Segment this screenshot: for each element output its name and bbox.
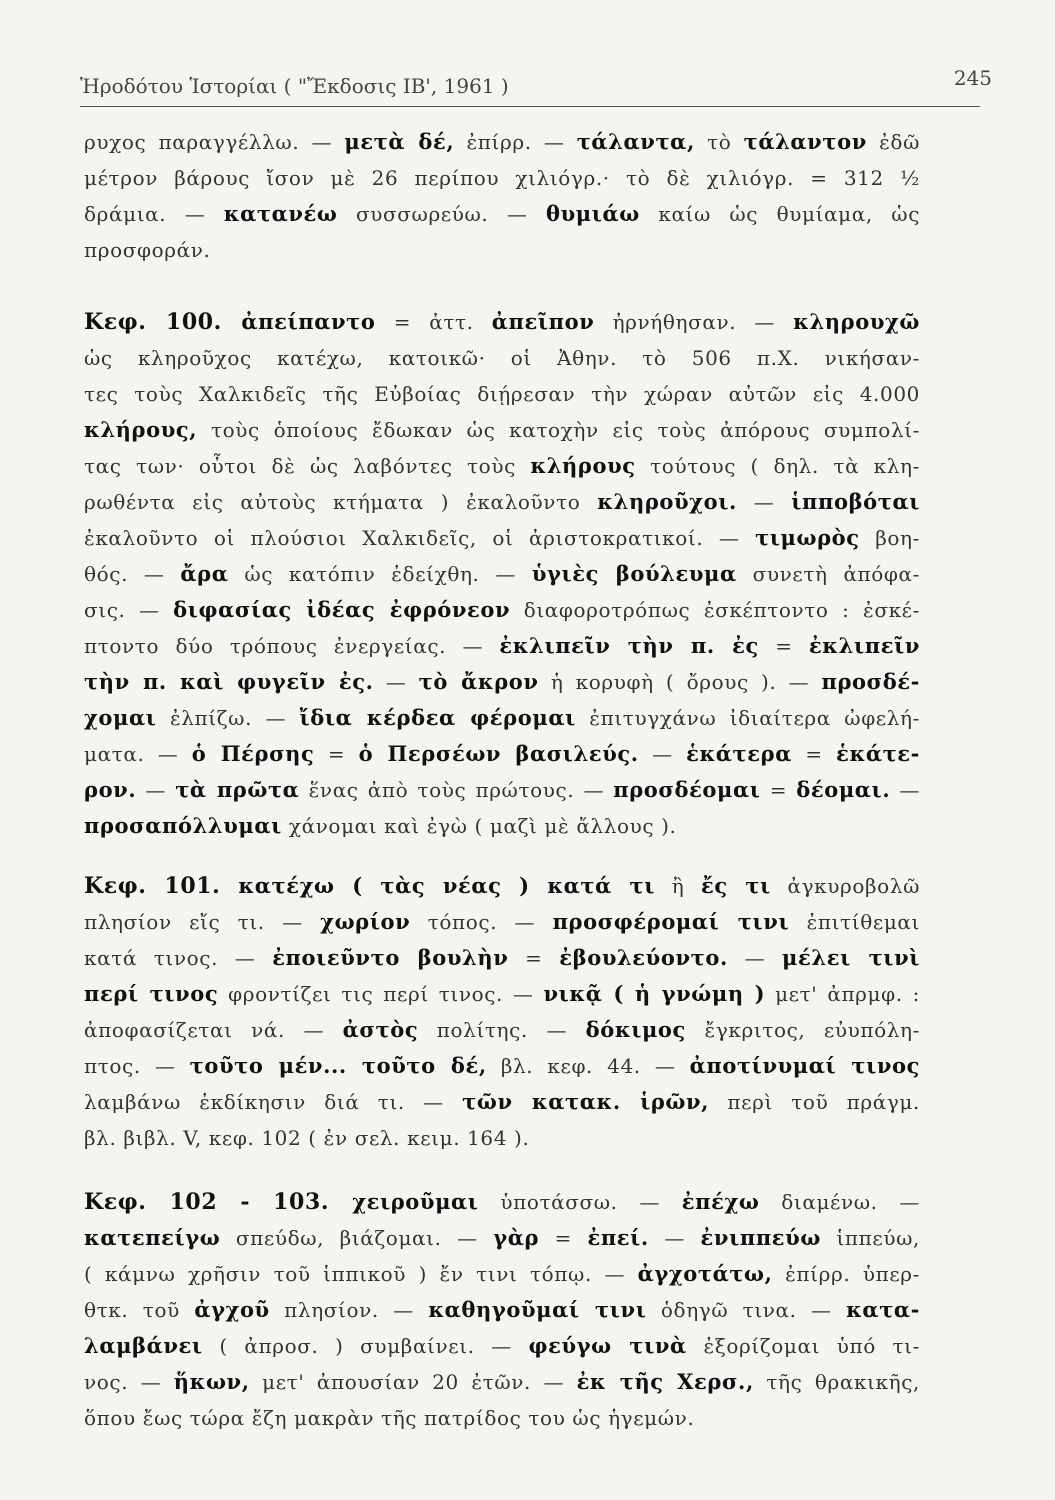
text-line (84, 164, 920, 192)
gloss-text: θός. — (84, 562, 181, 586)
gloss-text: ἀγκυροβολῶ (770, 874, 920, 898)
headword: κατανέω (223, 201, 338, 226)
running-head (80, 66, 992, 107)
headword: ἐκλιπεῖν τὴν π. ἐς (499, 633, 759, 658)
headword: μετὰ δέ, (344, 129, 455, 154)
text-line (84, 236, 920, 264)
headword: προσδέ- (821, 669, 920, 694)
gloss-text: συνετὴ ἀπόφα- (736, 562, 920, 586)
chapter-label: Κεφ. 100. (84, 309, 242, 335)
text-line (84, 380, 920, 408)
headword: τῶν κατακ. ἱρῶν, (462, 1089, 710, 1114)
text-line (84, 1124, 920, 1152)
gloss-text: = ἀττ. (375, 310, 492, 334)
gloss-text: = (508, 946, 560, 970)
gloss-text: = (760, 778, 797, 802)
text-line (84, 632, 920, 660)
gloss-text: τας των· οὗτοι δὲ ὡς λαβόντες τοὺς (84, 454, 531, 478)
headword: ἐπεί. (587, 1225, 649, 1250)
headword: μέλει τινὶ (782, 945, 920, 970)
headword: κλήρους (530, 453, 636, 478)
gloss-text: = (314, 742, 359, 766)
text-line (84, 596, 920, 624)
headword: ὁ Περσέων βασιλεύς. (358, 741, 639, 766)
gloss-text: τοὺς ὁποίους ἔδωκαν ὡς κατοχὴν εἰς τοὺς ἀπόρους συμπολί- (197, 418, 920, 442)
gloss-text: μέτρον βάρους ἴσον μὲ 26 περίπου χιλιόγρ.· τὸ δὲ χιλιόγρ. = 312 ½ (84, 166, 920, 190)
headword: ἐβουλεύοντο. (559, 945, 728, 970)
page-number: 245 (953, 66, 992, 90)
text-line (84, 1404, 920, 1432)
gloss-text: ἠρνήθησαν. — (594, 310, 794, 334)
gloss-text: ματα. — (84, 742, 192, 766)
gloss-text: = (791, 742, 837, 766)
headword: περί τινος (84, 981, 219, 1006)
gloss-text: περὶ τοῦ πράγμ. (709, 1090, 920, 1114)
text-line (84, 1088, 920, 1116)
gloss-text: ὡς κληροῦχος κατέχω, κατοικῶ· οἱ Ἀθην. τὸ 506 π.Χ. νικήσαν- (84, 346, 920, 370)
headword: λαμβάνει (84, 1333, 203, 1358)
text-line (84, 1016, 920, 1044)
text-line (84, 668, 920, 696)
text-line (84, 308, 920, 336)
gloss-text: — (736, 490, 792, 514)
gloss-text: ἐπιτυγχάνω ἰδιαίτερα ὠφελή- (575, 706, 920, 730)
gloss-text: τῆς θρακικῆς, (753, 1370, 920, 1394)
gloss-text: πολίτης. — (418, 1018, 586, 1042)
headword: ἀπείπαντο (241, 309, 376, 334)
headword: θυμιάω (545, 201, 640, 226)
headword: κατα- (846, 1297, 920, 1322)
text-line (84, 1260, 920, 1288)
text-line (84, 1188, 920, 1216)
text-line (84, 452, 920, 480)
gloss-text: ἡ κορυφὴ ( ὄρους ). — (538, 670, 822, 694)
gloss-text: νος. — (84, 1370, 174, 1394)
headword: ἀγχοῦ (194, 1297, 270, 1322)
gloss-text: ἔγκριτος, εὐυπόλη- (685, 1018, 920, 1042)
headword: τάλαντα, (576, 129, 695, 154)
headword: ἐπέχω (681, 1189, 760, 1214)
gloss-text: ἢ (655, 874, 701, 898)
headword: τὸ ἄκρον (418, 669, 539, 694)
gloss-text: προσφοράν. (84, 238, 211, 262)
text-line (84, 776, 920, 804)
gloss-text: τόπος. — (410, 910, 553, 934)
gloss-text: τὸ (694, 130, 744, 154)
gloss-text: — (638, 742, 687, 766)
headword: ἀγχοτάτω, (637, 1261, 773, 1286)
gloss-text: — (136, 778, 176, 802)
headword: προσαπόλλυμαι (84, 813, 282, 838)
gloss-text: — (727, 946, 783, 970)
gloss-text: βλ. βιβλ. V, κεφ. 102 ( ἐν σελ. κειμ. 164 ). (84, 1126, 530, 1150)
gloss-text: πλησίον. — (269, 1298, 429, 1322)
gloss-text: ἐκαλοῦντο οἱ πλούσιοι Χαλκιδεῖς, οἱ ἀριστοκρατικοί. — (84, 526, 756, 550)
headword: ὑγιὲς βούλευμα (531, 561, 737, 586)
gloss-text: ἱππεύω, (820, 1226, 920, 1250)
gloss-text: πλησίον εἴς τι. — (84, 910, 321, 934)
gloss-text: ὅπου ἔως τώρα ἔζη μακρὰν τῆς πατρίδος του ὡς ἡγεμών. (84, 1406, 695, 1430)
headword: καθηγοῦμαί τινι (428, 1297, 647, 1322)
gloss-text: σις. — (84, 598, 174, 622)
headword: τάλαντον (743, 129, 867, 154)
text-line (84, 488, 920, 516)
gloss-text: θτκ. τοῦ (84, 1298, 195, 1322)
headword: ἀπεῖπον (491, 309, 595, 334)
headword: δόκιμος (585, 1017, 686, 1042)
gloss-text: ἐξορίζομαι ὑπό τι- (686, 1334, 920, 1358)
gloss-text: — (890, 778, 921, 802)
gloss-text: πτοντο δύο τρόπους ἐνεργείας. — (84, 634, 500, 658)
headword: κατέχω ( τὰς νέας ) κατά τι (238, 873, 656, 898)
gloss-text: ὁδηγῶ τινα. — (646, 1298, 847, 1322)
text-line (84, 1368, 920, 1396)
text-line (84, 524, 920, 552)
headword: κατεπείγω (84, 1225, 221, 1250)
text-line (84, 908, 920, 936)
headword: δέομαι. (796, 777, 891, 802)
headword: ἴδια κέρδεα φέρομαι (299, 705, 576, 730)
gloss-text: — (648, 1226, 701, 1250)
headword: κληροῦχοι. (597, 489, 737, 514)
headword: κληρουχῶ (793, 309, 920, 334)
gloss-text: ρυχος παραγγέλλω. — (84, 130, 345, 154)
gloss-text: ἐλπίζω. — (156, 706, 300, 730)
gloss-text: = (758, 634, 809, 658)
headword: ἐκ τῆς Χερσ., (576, 1369, 754, 1394)
headword: ὁ Πέρσης (191, 741, 315, 766)
text-line (84, 872, 920, 900)
gloss-text: λαμβάνω ἐκδίκησιν διά τι. — (84, 1090, 463, 1114)
headword: προσδέομαι (613, 777, 761, 802)
text-line (84, 812, 920, 840)
text-line (84, 416, 920, 444)
text-line (84, 704, 920, 732)
gloss-text: ἕνας ἀπὸ τοὺς πρώτους. — (299, 778, 614, 802)
gloss-text: ὑποτάσσω. — (478, 1190, 682, 1214)
gloss-text: τες τοὺς Χαλκιδεῖς τῆς Εὐβοίας διῄρεσαν τὴν χώραν αὐτῶν εἰς 4.000 (84, 382, 920, 406)
gloss-text: βοη- (859, 526, 920, 550)
gloss-text: καίω ὡς θυμίαμα, ὡς (639, 202, 921, 226)
gloss-text: ὡς κατόπιν ἐδείχθη. — (228, 562, 532, 586)
headword: χωρίον (320, 909, 411, 934)
gloss-text: μετ' ἀπουσίαν 20 ἐτῶν. — (249, 1370, 577, 1394)
headword: ρον. (84, 777, 137, 802)
headword: τιμωρὸς (755, 525, 860, 550)
headword: ἐποιεῦντο βουλὴν (272, 945, 509, 970)
gloss-text: ἐπίρρ. ὑπερ- (772, 1262, 921, 1286)
headword: γὰρ (493, 1225, 540, 1250)
headword: ἱπποβόται (791, 489, 921, 514)
headword: φεύγω τινὰ (528, 1333, 687, 1358)
gloss-text: σπεύδω, βιάζομαι. — (220, 1226, 494, 1250)
chapter-label: Κεφ. 102 - 103. (84, 1189, 353, 1215)
chapter-label: Κεφ. 101. (84, 873, 239, 899)
gloss-text: συσσωρεύω. — (337, 202, 546, 226)
headword: χειροῦμαι (352, 1189, 479, 1214)
headword: ἥκων, (173, 1369, 250, 1394)
headword: χομαι (84, 705, 157, 730)
headword: ἔς τι (700, 873, 771, 898)
gloss-text: ( ἀπροσ. ) συμβαίνει. — (202, 1334, 529, 1358)
text-line (84, 1224, 920, 1252)
headword: κλήρους, (84, 417, 198, 442)
text-line (84, 128, 920, 156)
headword: ἑκάτερα (686, 741, 792, 766)
text-line (84, 560, 920, 588)
text-line (84, 1332, 920, 1360)
headword: νικᾷ ( ἡ γνώμη ) (543, 981, 766, 1006)
gloss-text: βλ. κεφ. 44. — (486, 1054, 690, 1078)
headword: προσφέρομαί τινι (552, 909, 790, 934)
headword: ἄρα (180, 561, 229, 586)
gloss-text: ρωθέντα εἰς αὐτοὺς κτήματα ) ἐκαλοῦντο (84, 490, 598, 514)
headword: τοῦτο μέν... τοῦτο δέ, (189, 1053, 487, 1078)
text-line (84, 344, 920, 372)
gloss-text: δράμια. — (84, 202, 224, 226)
headword: ἀστὸς (342, 1017, 419, 1042)
headword: ἀποτίνυμαί τινος (689, 1053, 921, 1078)
headword: τὰ πρῶτα (175, 777, 300, 802)
text-line (84, 980, 920, 1008)
text-line (84, 740, 920, 768)
gloss-text: διαμένω. — (759, 1190, 921, 1214)
gloss-text: ἐδῶ (866, 130, 920, 154)
running-title: Ἡροδότου Ἱστορίαι ( "Ἔκδοσις ΙΒ', 1961 ) (80, 74, 509, 98)
text-line (84, 200, 920, 228)
gloss-text: κατά τινος. — (84, 946, 273, 970)
text-line (84, 944, 920, 972)
headword: διφασίας ἰδέας ἐφρόνεον (173, 597, 511, 622)
gloss-text: τούτους ( δηλ. τὰ κλη- (635, 454, 920, 478)
headword: ἐκλιπεῖν (808, 633, 920, 658)
gloss-text: ἐπιτίθεμαι (789, 910, 920, 934)
gloss-text: — (373, 670, 419, 694)
gloss-text: = (539, 1226, 588, 1250)
headword: τὴν π. καὶ φυγεῖν ἐς. (84, 669, 374, 694)
headword: ἐνιππεύω (700, 1225, 821, 1250)
gloss-text: πτος. — (84, 1054, 190, 1078)
gloss-text: ἀποφασίζεται νά. — (84, 1018, 343, 1042)
headword: ἑκάτε- (836, 741, 920, 766)
text-line (84, 1296, 920, 1324)
gloss-text: ( κάμνω χρῆσιν τοῦ ἱππικοῦ ) ἔν τινι τόπῳ. — (84, 1262, 638, 1286)
gloss-text: μετ' ἀπρμφ. : (765, 982, 920, 1006)
text-line (84, 1052, 920, 1080)
gloss-text: ἐπίρρ. — (454, 130, 577, 154)
gloss-text: χάνομαι καὶ ἐγὼ ( μαζὶ μὲ ἄλλους ). (281, 814, 677, 838)
gloss-text: φροντίζει τις περί τινος. — (218, 982, 544, 1006)
gloss-text: διαφοροτρόπως ἐσκέπτοντο : ἐσκέ- (510, 598, 920, 622)
